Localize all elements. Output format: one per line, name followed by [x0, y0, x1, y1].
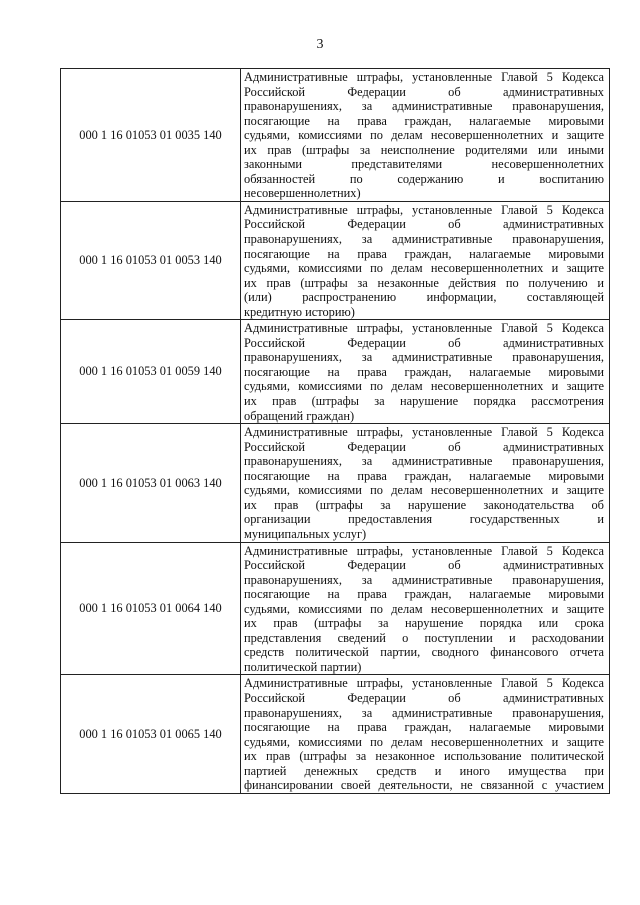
description-line: обращений граждан)	[244, 408, 355, 423]
description-line: (или) распространению информации, составляющей	[244, 290, 604, 305]
description-line: Российской Федерации об административных	[244, 690, 604, 705]
description-line: Российской Федерации об административных	[244, 84, 604, 99]
description-line: представления сведений о поступлении и расходовании	[244, 630, 604, 645]
description-line: их прав (штрафы за незаконные действия по получению и	[244, 275, 604, 290]
description-line: правонарушениях, за административные правонарушения,	[244, 350, 604, 365]
description-line: судьями, комиссиями по делам несовершеннолетних и защите	[244, 261, 604, 276]
description-line: их прав (штрафы за нарушение порядка рассмотрения	[244, 394, 604, 409]
description-line: средств политической партии, сводного финансового отчета	[244, 645, 604, 660]
description-line: обязанностей по содержанию и воспитанию	[244, 171, 604, 186]
table-row	[61, 201, 610, 319]
table-row	[61, 320, 610, 424]
description-cell	[241, 542, 610, 675]
description-line: муниципальных услуг)	[244, 526, 367, 541]
budget-code-cell: 000 1 16 01053 01 0059 140	[61, 320, 241, 424]
budget-code-cell: 000 1 16 01053 01 0053 140	[61, 201, 241, 319]
description-line: правонарушениях, за административные правонарушения,	[244, 99, 604, 114]
description-line: Российской Федерации об административных	[244, 335, 604, 350]
description-line: посягающие на права граждан, налагаемые мировыми	[244, 468, 604, 483]
description-line: их прав (штрафы за нарушение порядка или срока	[244, 616, 604, 631]
description-line: Административные штрафы, установленные Главой 5 Кодекса	[244, 543, 604, 558]
description-line: законными представителями несовершеннолетних	[244, 157, 604, 172]
table-row	[61, 69, 610, 202]
description-line: Российской Федерации об административных	[244, 217, 604, 232]
description-cell	[241, 69, 610, 202]
description-line: партией денежных средств и иного имущества при	[244, 763, 604, 778]
description-line: их прав (штрафы за нарушение законодательства об	[244, 497, 604, 512]
description-line: посягающие на права граждан, налагаемые мировыми	[244, 587, 604, 602]
description-line: Административные штрафы, установленные Главой 5 Кодекса	[244, 70, 604, 84]
description-cell	[241, 320, 610, 424]
description-line: кредитную историю)	[244, 304, 355, 319]
budget-codes-table	[60, 68, 610, 794]
description-line: несовершеннолетних)	[244, 186, 361, 201]
description-line: судьями, комиссиями по делам несовершеннолетних и защите	[244, 601, 604, 616]
description-cell	[241, 201, 610, 319]
table-body	[61, 69, 610, 794]
description-line: Административные штрафы, установленные Главой 5 Кодекса	[244, 425, 604, 440]
description-line: их прав (штрафы за неисполнение родителями или иными	[244, 142, 604, 157]
description-line: финансировании своей деятельности, не связанной с участием	[244, 778, 604, 793]
description-line: Административные штрафы, установленные Главой 5 Кодекса	[244, 676, 604, 691]
table-row	[61, 424, 610, 542]
description-line: посягающие на права граждан, налагаемые мировыми	[244, 364, 604, 379]
budget-code-cell: 000 1 16 01053 01 0063 140	[61, 424, 241, 542]
description-line: правонарушениях, за административные правонарушения,	[244, 454, 604, 469]
description-line: посягающие на права граждан, налагаемые мировыми	[244, 720, 604, 735]
table-row	[61, 675, 610, 793]
description-line: Российской Федерации об административных	[244, 439, 604, 454]
page-number: 3	[316, 37, 324, 52]
budget-code-cell: 000 1 16 01053 01 0035 140	[61, 69, 241, 202]
description-line: судьями, комиссиями по делам несовершеннолетних и защите	[244, 734, 604, 749]
description-line: судьями, комиссиями по делам несовершеннолетних и защите	[244, 483, 604, 498]
description-cell	[241, 675, 610, 793]
description-line: правонарушениях, за административные правонарушения,	[244, 572, 604, 587]
description-line: организации предоставления государственных и	[244, 512, 604, 527]
description-line: Российской Федерации об административных	[244, 558, 604, 573]
description-line: посягающие на права граждан, налагаемые мировыми	[244, 246, 604, 261]
budget-code-cell: 000 1 16 01053 01 0064 140	[61, 542, 241, 675]
description-line: посягающие на права граждан, налагаемые мировыми	[244, 113, 604, 128]
description-line: политической партии)	[244, 659, 362, 674]
description-line: их прав (штрафы за незаконное использование политической	[244, 749, 604, 764]
description-cell	[241, 424, 610, 542]
description-line: правонарушениях, за административные правонарушения,	[244, 705, 604, 720]
description-line: Административные штрафы, установленные Главой 5 Кодекса	[244, 321, 604, 336]
description-line: судьями, комиссиями по делам несовершеннолетних и защите	[244, 379, 604, 394]
description-line: судьями, комиссиями по делам несовершеннолетних и защите	[244, 128, 604, 143]
budget-code-cell: 000 1 16 01053 01 0065 140	[61, 675, 241, 793]
description-line: Административные штрафы, установленные Главой 5 Кодекса	[244, 202, 604, 217]
table-row	[61, 542, 610, 675]
description-line: правонарушениях, за административные правонарушения,	[244, 232, 604, 247]
